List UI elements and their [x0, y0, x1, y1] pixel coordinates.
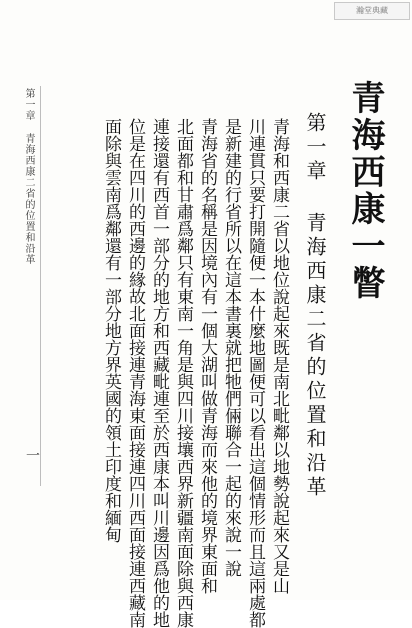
body-column: 連接還有西首一部分的地方和西藏毗連至於西康本叫川邊因爲他的地: [149, 118, 169, 628]
chapter-heading: 第一章 青海西康二省的位置和沿革: [303, 112, 327, 500]
body-column: 是新建的行省所以在這本書裏就把牠們倆聯合一起的來說一說: [221, 118, 241, 577]
book-title: 青海西康一瞥: [345, 80, 385, 302]
body-column: 北面都和甘肅爲鄰只有東南一角是與四川接壤西界新疆南面除與西康: [173, 118, 193, 628]
collection-stamp: 瀚堂典藏: [334, 2, 410, 20]
body-column: 青海省的名稱是因境內有一個大湖叫做青海而來他的境界東面和: [197, 118, 217, 594]
page-number: 一: [24, 448, 40, 462]
body-column: 川連貫只要打開隨便一本什麼地圖便可以看出這個情形而且這兩處都: [245, 118, 265, 628]
page-margin-rule: [40, 86, 41, 486]
body-column: 青海和西康二省以地位說起來既是南北毗鄰以地勢說起來又是山: [269, 118, 289, 594]
running-head: 第一章 青海西康二省的位置和沿革: [23, 88, 34, 265]
body-column: 面除與雲南爲鄰還有一部分地方界英國的領土印度和緬甸: [101, 118, 121, 543]
body-column: 位是在四川的西邊的緣故北面接連青海東面接連四川西面接連西藏南: [125, 118, 145, 628]
